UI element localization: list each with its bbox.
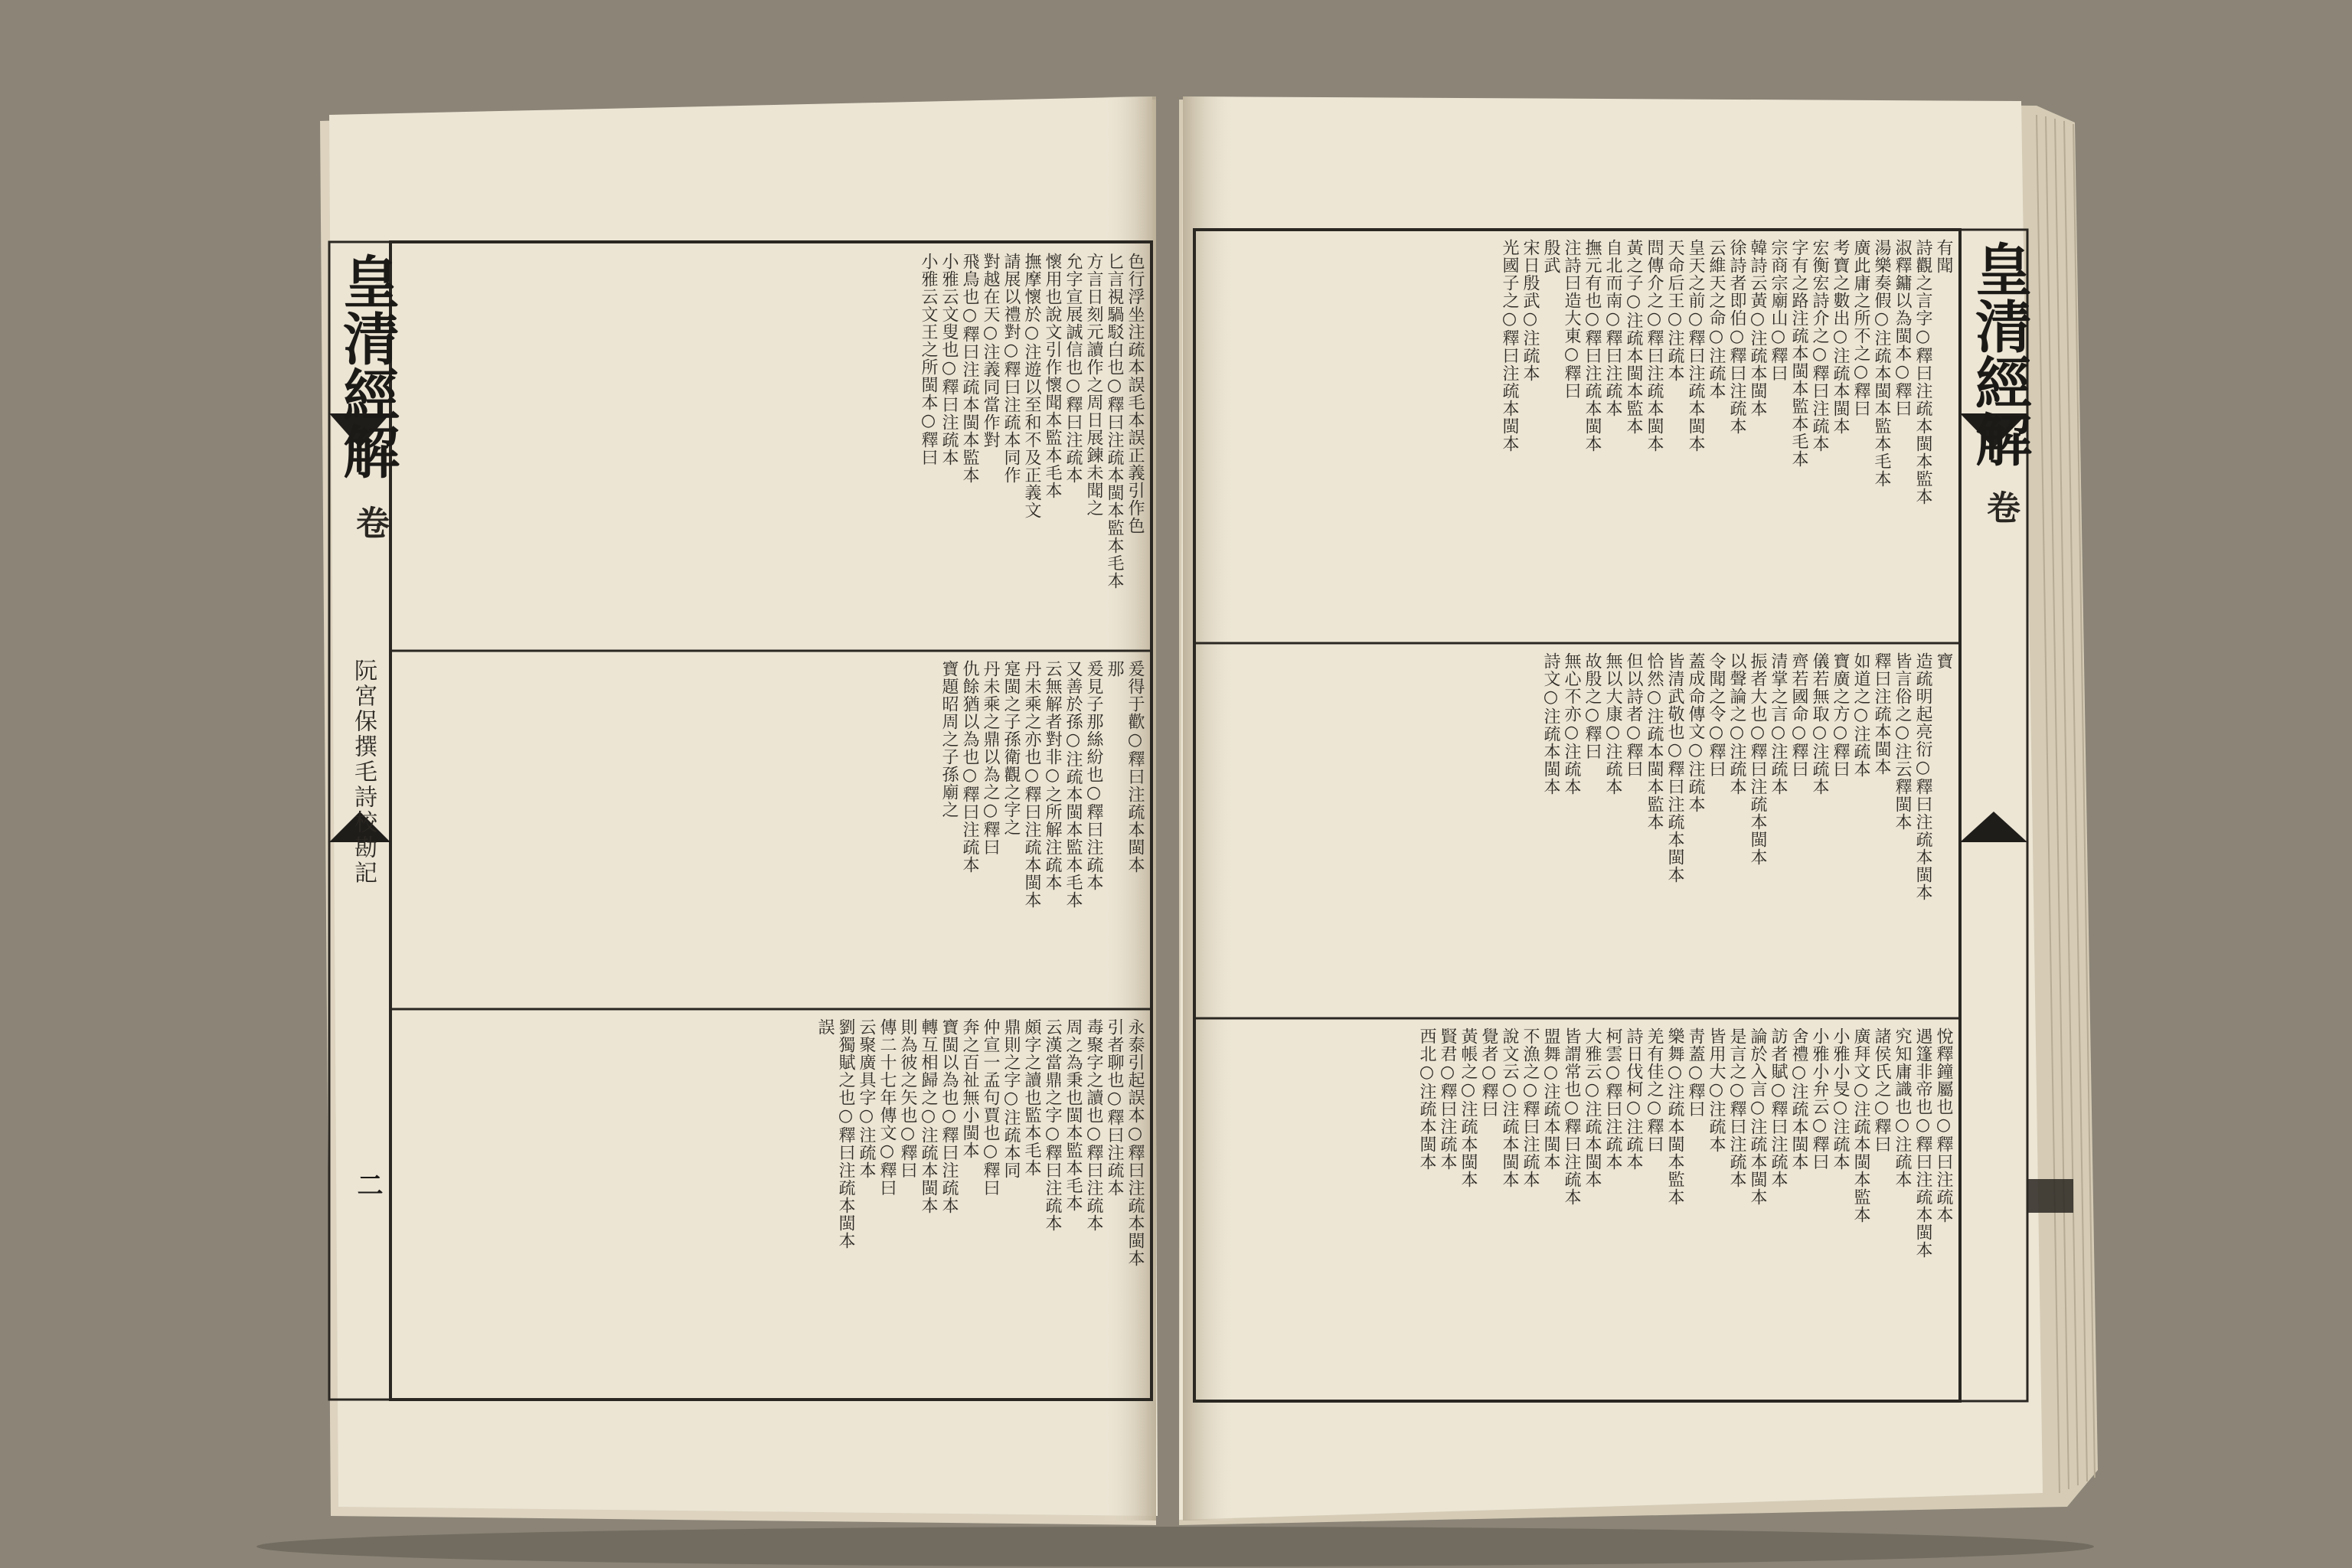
right-col-5: 廣此庸之所不之○釋曰 xyxy=(1851,239,1870,417)
left-col-13: 那 xyxy=(1105,660,1124,678)
left-upper-text xyxy=(398,253,1145,639)
left-low-col-7: 鼎則之字○注疏本同 xyxy=(1001,1018,1021,1179)
right-col-14: 天命后王○注疏本 xyxy=(1665,239,1684,382)
right-mid-col-14: 皆清武敬也○釋曰注疏本閩本 xyxy=(1665,652,1684,884)
left-col-5: 懷用也說文引作懷聞本監本毛本 xyxy=(1043,253,1062,499)
right-mid-col-18: 故殷之○釋曰 xyxy=(1583,652,1602,760)
left-col-19: 丹未乘之鼎以為之○釋曰 xyxy=(981,660,1000,856)
left-lower-text xyxy=(398,1018,1145,1392)
right-col-11: 徐詩者即伯○釋曰注疏本 xyxy=(1727,239,1746,435)
right-col-16: 黃之子○注疏本閩本監本 xyxy=(1624,239,1643,435)
right-low-col-13: 靑蓋○釋曰 xyxy=(1686,1027,1705,1118)
left-spine-title: 皇清經解 xyxy=(334,253,400,479)
left-col-8: 對越在天○注義同當作對 xyxy=(981,253,1000,449)
right-low-col-10: 論於入言○注疏本閩本 xyxy=(1748,1027,1767,1206)
left-col-9: 飛鳥也○釋曰注疏本閩本監本 xyxy=(960,253,979,484)
left-low-col-11: 轉互相歸之○注疏本閩本 xyxy=(919,1018,938,1214)
right-low-col-18: 大雅云○注疏本閩本 xyxy=(1583,1027,1602,1188)
left-col-7: 請展以禮對○釋曰注疏本同作 xyxy=(1001,253,1021,484)
left-low-col-1: 永泰引起誤本○釋曰注疏本閩本 xyxy=(1125,1018,1145,1267)
right-low-col-7: 小雅小弁云○釋曰 xyxy=(1810,1027,1829,1171)
right-low-col-21: 不漁之○釋曰注疏本 xyxy=(1521,1027,1540,1188)
left-col-6: 撫摩懷於○注遊以至和不及正義文 xyxy=(1022,253,1041,519)
right-col-18: 撫元有也○釋曰注疏本閩本 xyxy=(1583,239,1602,452)
right-low-col-23: 覺者○釋曰 xyxy=(1479,1027,1498,1118)
right-col-4: 湯樂奏假○注疏本閩本監本毛本 xyxy=(1872,239,1891,488)
right-low-col-5: 廣拜文○注疏本閩本監本 xyxy=(1851,1027,1870,1223)
right-col-9: 宗商宗廟山○釋曰 xyxy=(1769,239,1788,382)
right-mid-col-4: 釋曰注疏本閩本 xyxy=(1872,652,1891,776)
right-col-7: 宏衡宏詩介之○釋曰注疏本 xyxy=(1810,239,1829,452)
right-mid-col-19: 無心不亦○注疏本 xyxy=(1562,652,1581,795)
left-low-col-15: 劉獨賦之也○釋曰注疏本閩本 xyxy=(836,1018,855,1250)
left-col-1: 色行浮坐注疏本誤毛本誤正義引作色 xyxy=(1125,253,1145,534)
right-col-12: 云維天之命○注疏本 xyxy=(1707,239,1726,400)
right-col-15: 問傳介之○釋曰注疏本閩本 xyxy=(1645,239,1664,452)
right-low-col-8: 舍禮○注疏本閩本 xyxy=(1789,1027,1808,1171)
left-col-12: 爰得于歡○釋曰注疏本閩本 xyxy=(1125,660,1145,874)
right-mid-col-16: 但以詩者○釋曰 xyxy=(1624,652,1643,778)
left-low-col-8: 仲宣一孟句賈也○釋曰 xyxy=(981,1018,1000,1197)
left-low-col-3: 毒聚字之讀也○釋曰注疏本 xyxy=(1084,1018,1103,1232)
right-low-col-17: 柯雲○釋曰注疏本 xyxy=(1603,1027,1622,1171)
right-col-2: 詩觀之言字○釋曰注疏本閩本監本 xyxy=(1913,239,1932,505)
right-mid-col-8: 齊若國命○釋曰 xyxy=(1789,652,1808,778)
right-col-6: 考寶之數出○注疏本閩本 xyxy=(1831,239,1850,435)
right-mid-col-13: 蓋成命傳文○注疏本 xyxy=(1686,652,1705,813)
right-low-col-14: 樂舞○注疏本閩本監本 xyxy=(1665,1027,1684,1206)
right-low-col-12: 皆用大○注疏本 xyxy=(1707,1027,1726,1153)
right-mid-col-11: 以聲論之○注疏本 xyxy=(1727,652,1746,795)
right-spine-title: 皇清經解 xyxy=(1966,240,2032,467)
left-low-col-5: 云漢當鼎之字○釋曰注疏本 xyxy=(1043,1018,1062,1232)
right-low-col-4: 諸侯氏之○釋曰 xyxy=(1872,1027,1891,1153)
left-volume-label: 卷 xyxy=(350,505,389,541)
right-col-17: 自北而南○釋曰注疏本 xyxy=(1603,239,1622,417)
left-middle-text xyxy=(398,660,1145,1001)
right-col-22: 光國子之○釋曰注疏本閩本 xyxy=(1500,239,1519,452)
right-mid-col-20: 詩文○注疏本閩本 xyxy=(1541,652,1560,795)
left-low-col-10: 寶閩以為也○釋曰注疏本 xyxy=(939,1018,959,1214)
right-low-col-9: 訪者賦○釋曰注疏本 xyxy=(1769,1027,1788,1188)
right-low-col-25: 賢君○釋曰注疏本 xyxy=(1438,1027,1457,1171)
right-low-col-11: 是言之○釋曰注疏本 xyxy=(1727,1027,1746,1188)
right-low-col-20: 盟舞○注疏本閩本 xyxy=(1541,1027,1560,1171)
right-mid-col-12: 令聞之令○釋曰 xyxy=(1707,652,1726,778)
right-mid-col-10: 振者大也○釋曰注疏本閩本 xyxy=(1748,652,1767,866)
right-col-10: 韓詩云黃○注疏本閩本 xyxy=(1748,239,1767,417)
right-mid-col-7: 儀若無取○注疏本 xyxy=(1810,652,1829,795)
left-low-col-6: 頗字之讀也監本毛本 xyxy=(1022,1018,1041,1177)
right-low-col-24: 黃帳之○注疏本閩本 xyxy=(1459,1027,1478,1188)
right-volume-label: 卷 xyxy=(1981,490,2020,526)
right-mid-col-17: 無以大康○注疏本 xyxy=(1603,652,1622,795)
right-low-col-26: 西北○注疏本閩本 xyxy=(1417,1027,1436,1171)
right-mid-col-6: 寶廣之方○釋曰 xyxy=(1831,652,1850,778)
left-col-21: 寶題昭周之子孫廟之 xyxy=(939,660,959,818)
right-low-col-6: 小雅小旻○注疏本 xyxy=(1831,1027,1850,1171)
left-col-17: 丹未乘之亦也○釋曰注疏本閩本 xyxy=(1022,660,1041,909)
left-col-2: 匕言視騧駁白也○釋曰注疏本閩本監本毛本 xyxy=(1105,253,1124,590)
left-low-col-4: 周之為秉也閩本監本毛本 xyxy=(1063,1018,1083,1212)
right-col-1: 有聞 xyxy=(1934,239,1953,274)
right-col-19: 注詩曰造大東○釋曰 xyxy=(1562,239,1581,400)
right-upper-text xyxy=(1204,239,1954,633)
right-mid-col-5: 如道之○注疏本 xyxy=(1851,652,1870,778)
left-col-11: 小雅云文王之所閩本○釋曰 xyxy=(919,253,938,466)
left-col-4: 允字宣展誠信也○釋曰注疏本 xyxy=(1063,253,1083,484)
right-low-col-19: 皆謂常也○釋曰注疏本 xyxy=(1562,1027,1581,1206)
left-page-number: 二 xyxy=(352,1171,383,1197)
left-margin-caption: 阮宮保撰毛詩校勘記 xyxy=(350,658,377,886)
right-low-col-2: 遇篷非帝也○釋曰注疏本閩本 xyxy=(1913,1027,1932,1259)
right-col-20: 殷武 xyxy=(1541,239,1560,274)
right-mid-col-15: 恰然○注疏本閩本監本 xyxy=(1645,652,1664,831)
left-col-3: 方言日刻元讀作之周日展鍊未聞之 xyxy=(1084,253,1103,517)
right-lower-text xyxy=(1204,1027,1954,1393)
right-low-col-1: 悅釋鐘屬也○釋曰注疏本 xyxy=(1934,1027,1953,1223)
left-low-col-12: 則為彼之矢也○釋曰 xyxy=(898,1018,917,1179)
right-low-col-16: 詩日伐柯○注疏本 xyxy=(1624,1027,1643,1171)
left-col-16: 云無解者對非○之所解注疏本 xyxy=(1043,660,1062,891)
right-low-col-3: 究知庸識也○注疏本 xyxy=(1893,1027,1912,1188)
left-low-col-16: 誤 xyxy=(815,1018,835,1036)
right-mid-col-1: 寶 xyxy=(1934,652,1953,670)
right-mid-col-3: 皆言俗之○注云釋閩本 xyxy=(1893,652,1912,831)
right-col-13: 皇天之前○釋曰注疏本閩本 xyxy=(1686,239,1705,452)
left-col-14: 爰見子那絲紛也○釋曰注疏本 xyxy=(1084,660,1103,891)
right-low-col-22: 說文云○注疏本閩本 xyxy=(1500,1027,1519,1188)
right-mid-col-9: 清掌之言○注疏本 xyxy=(1769,652,1788,795)
left-low-col-13: 傳二十七年傳文○釋曰 xyxy=(877,1018,897,1197)
left-col-10: 小雅云文叟也○釋曰注疏本 xyxy=(939,253,959,466)
right-mid-col-2: 造疏明起亮衍○釋曰注疏本閩本 xyxy=(1913,652,1932,901)
left-col-18: 寔閩之子孫衛觀之字之 xyxy=(1001,660,1021,836)
left-col-15: 又善於孫○注疏本閩本監本毛本 xyxy=(1063,660,1083,909)
right-col-3: 淑釋鏞以為閩本○釋曰 xyxy=(1893,239,1912,417)
right-col-8: 字有之路注疏本閩本監本毛本 xyxy=(1789,239,1808,468)
right-col-21: 宋日殷武○注疏本 xyxy=(1521,239,1540,382)
left-low-col-14: 云聚廣具字○注疏本 xyxy=(857,1018,876,1179)
left-low-col-9: 奔之百祉無小閩本 xyxy=(960,1018,979,1159)
left-low-col-2: 引者聊也○釋曰注疏本 xyxy=(1105,1018,1124,1197)
left-col-20: 仇餘猶以為也○釋曰注疏本 xyxy=(960,660,979,874)
right-middle-text xyxy=(1204,652,1954,1009)
right-low-col-15: 羌有佳之○釋曰 xyxy=(1645,1027,1664,1153)
